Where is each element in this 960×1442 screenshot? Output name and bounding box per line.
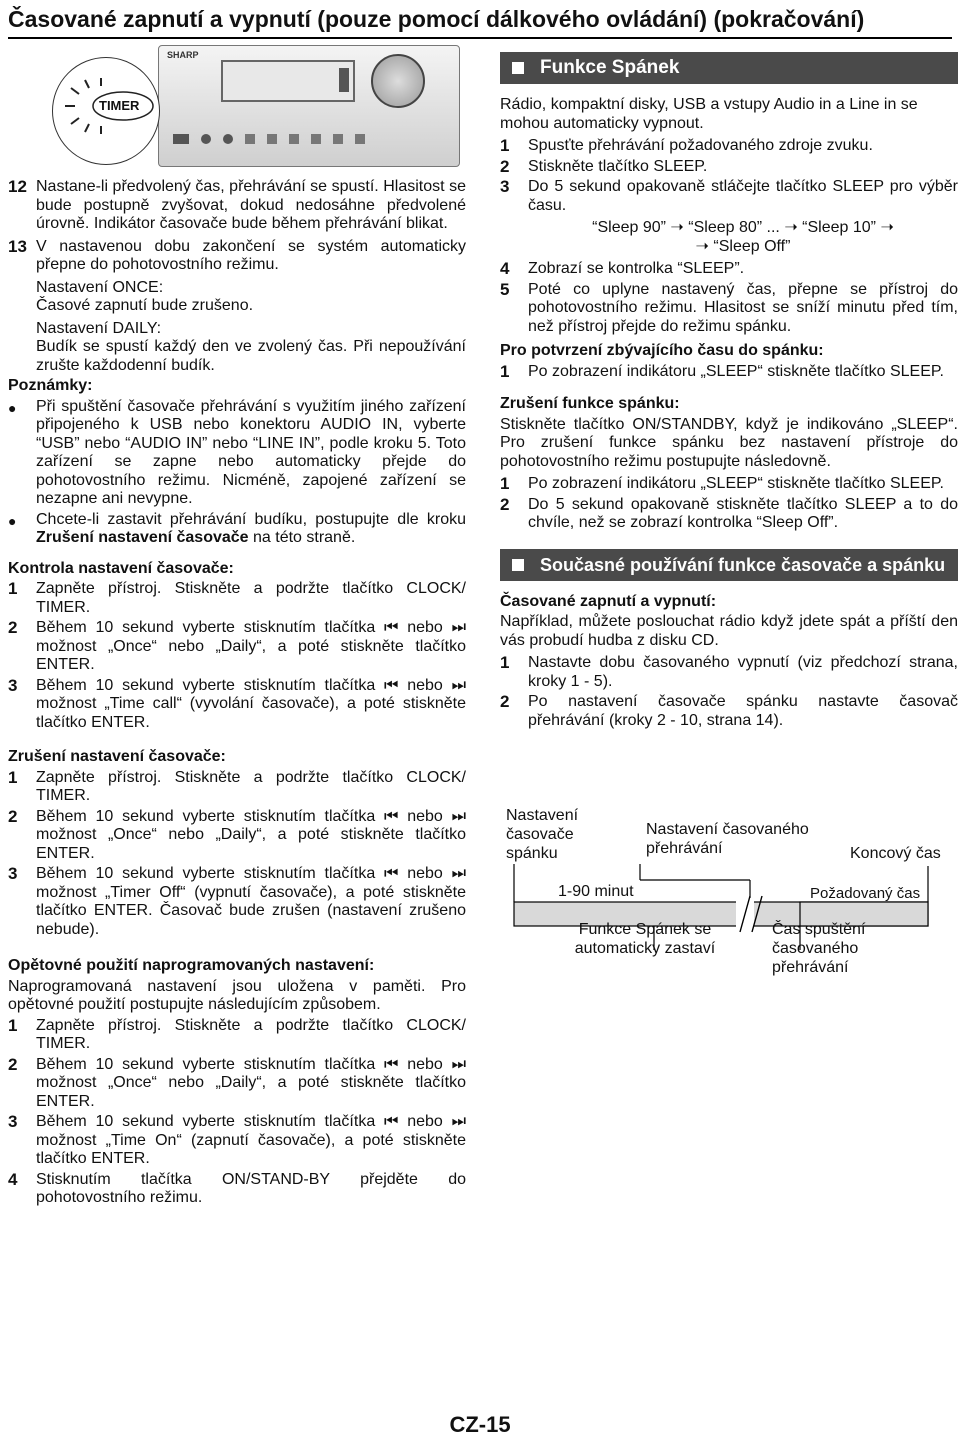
sleep-section-bar: Funkce Spánek (500, 52, 958, 84)
check-heading: Kontrola nastavení časovače: (8, 559, 234, 577)
daily-heading: Nastavení DAILY: (36, 319, 162, 337)
device-front-panel-illustration (158, 45, 460, 167)
bullet-icon: ● (8, 399, 17, 416)
reuse-intro: Naprogramovaná nastavení jsou uložena v paměti. Pro opětovné použití postupujte následujícím způsobem. (8, 977, 466, 1013)
sleep-cancel-text: Stiskněte tlačítko ON/STANDBY, když je indikováno „SLEEP“. Pro zrušení funkce spánku bez nastavení přístroje do pohotovostního režimu postupujte následovně. (500, 415, 958, 470)
sleep-cancel-heading: Zrušení funkce spánku: (500, 395, 680, 412)
check-step-1: 1 Zapněte přístroj. Stiskněte a podržte tlačítko CLOCK/ TIMER. (8, 579, 466, 616)
note-2: ● Chcete-li zastavit přehrávání budíku, postupujte dle kroku Zrušení nastavení časovače na této straně. (8, 510, 466, 546)
sleep-step-2: 2 Stiskněte tlačítko SLEEP. (500, 156, 708, 176)
once-heading: Nastavení ONCE: (36, 278, 164, 296)
once-block (8, 279, 466, 376)
sleep-cancel-step-2: 2 Do 5 sekund opakovaně stiskněte tlačítko SLEEP a to do chvíle, než se zobrazí kontrolka “Sleep Off”. (500, 494, 958, 531)
combo-section-bar: Současné používání funkce časovače a spánku (500, 549, 958, 581)
square-bullet-icon (512, 559, 524, 571)
combo-step-2: 2 Po nastavení časovače spánku nastavte časovač přehrávání (kroky 2 - 10, strana 14). (500, 692, 958, 729)
cancel-step-2: 2 Během 10 sekund vyberte stisknutím tlačítka ⏮ nebo ⏭ možnost „Once“ nebo „Daily“, a poté stiskněte tlačítko ENTER. (8, 806, 466, 862)
confirm-heading: Pro potvrzení zbývajícího času do spánku: (500, 342, 824, 359)
left-column (8, 178, 466, 1210)
once-text: Časové zapnutí bude zrušeno. (36, 297, 254, 314)
timer-sleep-timeline-diagram (500, 800, 958, 980)
notes-heading: Poznámky: (8, 377, 93, 394)
button-row (173, 134, 443, 146)
step-13: 13 V nastavenou dobu zakončení se systém automaticky přepne do pohotovostního režimu. (8, 236, 466, 273)
cancel-step-3: 3 Během 10 sekund vyberte stisknutím tlačítka ⏮ nebo ⏭ možnost „Timer Off“ (vypnutí časovače), a poté stiskněte tlačítko ENTER. Časovač bude zrušen (nastavení zrušeno nebude). (8, 864, 466, 938)
square-bullet-icon (512, 62, 524, 74)
display-window (221, 60, 355, 102)
sleep-intro: Rádio, kompaktní disky, USB a vstupy Audio in a Line in se mohou automaticky vypnout. (500, 96, 918, 132)
timer-label: TIMER (99, 98, 140, 113)
confirm-step-1: 1 Po zobrazení indikátoru „SLEEP“ stiskněte tlačítko SLEEP. (500, 361, 944, 381)
combo-text: Například, můžete poslouchat rádio když jdete spát a příští den vás probudí hudba z disku CD. (500, 613, 958, 649)
brand-logo: SHARP (167, 50, 199, 60)
label-auto-stop: Funkce Spánek se automaticky zastaví (574, 921, 716, 957)
cd-tray (339, 68, 349, 92)
sleep-cancel-step-1: 1 Po zobrazení indikátoru „SLEEP“ stiskněte tlačítko SLEEP. (500, 474, 944, 493)
check-step-2: 2 Během 10 sekund vyberte stisknutím tlačítka ⏮ nebo ⏭ možnost „Once“ nebo „Daily“, a poté stiskněte tlačítko ENTER. (8, 618, 466, 673)
page-title: Časované zapnutí a vypnutí (pouze pomocí dálkového ovládání) (pokračování) (8, 4, 952, 39)
reuse-step-3: 3 Během 10 sekund vyberte stisknutím tlačítka ⏮ nebo ⏭ možnost „Time On“ (zapnutí časovače), a poté stiskněte tlačítko ENTER. (8, 1112, 466, 1167)
sleep-step-5: 5 Poté co uplyne nastavený čas, přepne se přístroj do pohotovostního režimu. Hlasitost se sníží minutu před tím, než přístroj přejde do režimu spánku. (500, 279, 958, 335)
label-start-time: Čas spuštění časovaného přehrávání (772, 921, 866, 976)
sleep-sequence-line-1: “Sleep 90” ➝ “Sleep 80” ... ➝ “Sleep 10” ➝ (592, 219, 894, 236)
page-number: CZ-15 (449, 1412, 511, 1437)
combo-heading: Časované zapnutí a vypnutí: (500, 592, 717, 610)
cancel-timer-heading: Zrušení nastavení časovače: (8, 748, 226, 765)
cancel-step-1: 1 Zapněte přístroj. Stiskněte a podržte tlačítko CLOCK/ TIMER. (8, 767, 466, 804)
reuse-step-4: 4 Stisknutím tlačítka ON/STAND-BY přejděte do pohotovostního režimu. (8, 1169, 466, 1206)
timer-button-callout (52, 57, 160, 165)
volume-knob (371, 54, 425, 108)
note-1: ● Při spuštění časovače přehrávání s využitím jiného zařízení připojeného k USB nebo konektoru AUDIO IN, vyberte “USB” nebo “AUDIO IN” nebo “LINE IN”, podle kroku 5. Toto zařízení se zapne nebo automaticky přejde do pohotovostního režimu. Nicméně, zapojené zařízení se nezapne ani nevypne. (8, 397, 466, 507)
check-step-3: 3 Během 10 sekund vyberte stisknutím tlačítka ⏮ nebo ⏭ možnost „Time call“ (vyvolání časovače), a poté stiskněte tlačítko ENTER. (8, 675, 466, 731)
reuse-step-2: 2 Během 10 sekund vyberte stisknutím tlačítka ⏮ nebo ⏭ možnost „Once“ nebo „Daily“, a poté stiskněte tlačítko ENTER. (8, 1054, 466, 1110)
label-desired-time: Požadovaný čas (810, 885, 921, 902)
sleep-step-3: 3 Do 5 sekund opakovaně stláčejte tlačítko SLEEP pro výběr času. (500, 177, 958, 214)
daily-text: Budík se spustí každý den ve zvolený čas. Při nepoužívání zrušte každodenní budík. (36, 338, 466, 374)
combo-step-1: 1 Nastavte dobu časovaného vypnutí (viz předchozí strana, kroky 1 - 5). (500, 653, 958, 690)
label-play-set: Nastavení časovaného přehrávání (646, 821, 809, 857)
right-column (500, 52, 958, 732)
step-12: 12 Nastane-li předvolený čas, přehrávání se spustí. Hlasitost se bude postupně zvyšovat, dokud nedosáhne předvolené úrovně. Indikátor časovače bude během přehrávání blikat. (8, 177, 466, 232)
sleep-step-4: 4 Zobrazí se kontrolka “SLEEP”. (500, 259, 745, 278)
bullet-icon: ● (8, 512, 17, 529)
reuse-step-1: 1 Zapněte přístroj. Stiskněte a podržte tlačítko CLOCK/ TIMER. (8, 1015, 466, 1052)
label-end-time: Koncový čas (850, 845, 941, 862)
label-sleep-set: Nastavení časovače spánku (506, 807, 579, 862)
label-range: 1-90 minut (558, 883, 634, 900)
sleep-sequence-line-2: ➝ “Sleep Off” (695, 237, 791, 255)
sleep-step-1: 1 Spusťte přehrávání požadovaného zdroje zvuku. (500, 136, 873, 155)
reuse-heading: Opětovné použití naprogramovaných nastavení: (8, 957, 375, 974)
